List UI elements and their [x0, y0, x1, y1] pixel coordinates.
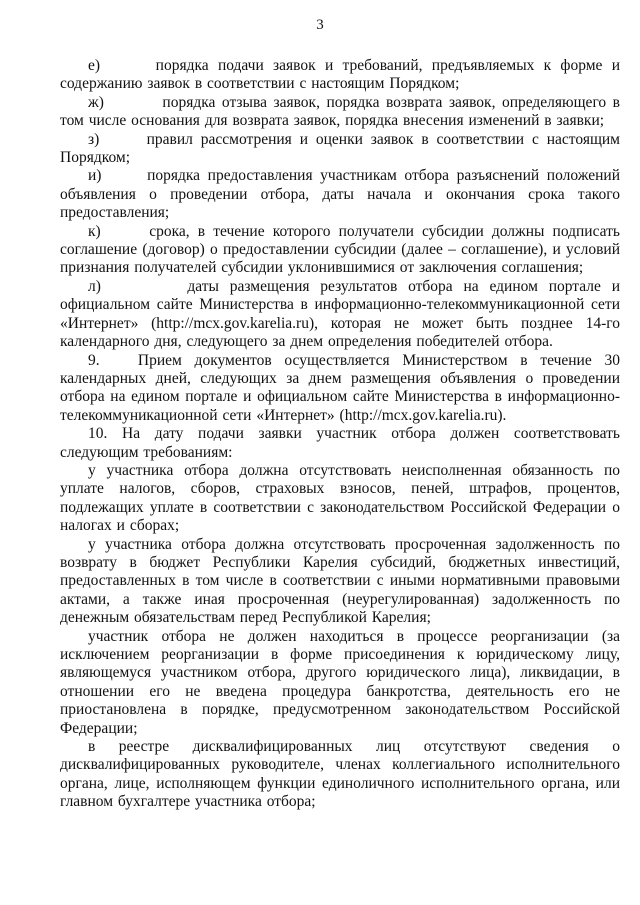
- document-body: [60, 57, 620, 812]
- paragraph-item-zh: ж) порядка отзыва заявок, порядка возврата заявок, определяющего в том числе основания для возврата заявок, порядка внесения изменений в заявки;: [60, 93, 620, 130]
- paragraph-item-e: е) порядка подачи заявок и требований, предъявляемых к форме и содержанию заявок в соответствии с настоящим Порядком;: [60, 57, 620, 93]
- requirement-no-reorganization: участник отбора не должен находиться в процессе реорганизации (за исключением реорганизации в форме присоединения к юридическому лицу, являющемуся участником отбора, другого юридического лица), ликвидации, в отношении его не введена процедура банкротства, деятельность его не приостановлена в порядке, предусмотренном законодательством Российской Федерации;: [60, 627, 620, 737]
- page-number: 3: [316, 17, 324, 33]
- paragraph-clause-9: 9. Прием документов осуществляется Министерством в течение 30 календарных дней, следующих за днем размещения объявления о проведении отбора на едином портале и официальном сайте Министерства в информационно-телекоммуникационной сети «Интернет» (http://mcx.gov.karelia.ru).: [60, 351, 620, 424]
- paragraph-item-l: л) даты размещения результатов отбора на едином портале и официальном сайте Министерства в информационно-телекоммуникационной сети «Интернет» (http://mcx.gov.karelia.ru), которая не может быть позднее 14-го календарного дня, следующего за днем определения победителей отбора.: [60, 277, 620, 351]
- requirement-no-overdue-debt: у участника отбора должна отсутствовать просроченная задолженность по возврату в бюджет Республики Карелия субсидий, бюджетных инвестиций, предоставленных в том числе в соответствии с иными нормативными правовыми актами, а также иная просроченная (неурегулированная) задолженность по денежным обязательствам перед Республикой Карелия;: [60, 535, 620, 627]
- paragraph-item-k: к) срока, в течение которого получатели субсидии должны подписать соглашение (договор) о предоставлении субсидии (далее – соглашение), и условий признания получателей субсидии уклонившимися от заключения соглашения;: [60, 222, 620, 277]
- requirement-no-disqualified-persons: в реестре дисквалифицированных лиц отсутствуют сведения о дисквалифицированных руководителе, членах коллегиального исполнительного органа, лице, исполняющем функции единоличного исполнительного органа, или главном бухгалтере участника отбора;: [60, 738, 620, 811]
- paragraph-item-i: и) порядка предоставления участникам отбора разъяснений положений объявления о проведении отбора, даты начала и окончания срока такого предоставления;: [60, 167, 620, 222]
- paragraph-clause-10: 10. На дату подачи заявки участник отбора должен соответствовать следующим требованиям:: [60, 425, 620, 461]
- paragraph-item-z: з) правил рассмотрения и оценки заявок в соответствии с настоящим Порядком;: [60, 130, 620, 167]
- requirement-no-tax-debt: у участника отбора должна отсутствовать неисполненная обязанность по уплате налогов, сборов, страховых взносов, пеней, штрафов, процентов, подлежащих уплате в соответствии с законодательством Российской Федерации о налогах и сборах;: [60, 461, 620, 535]
